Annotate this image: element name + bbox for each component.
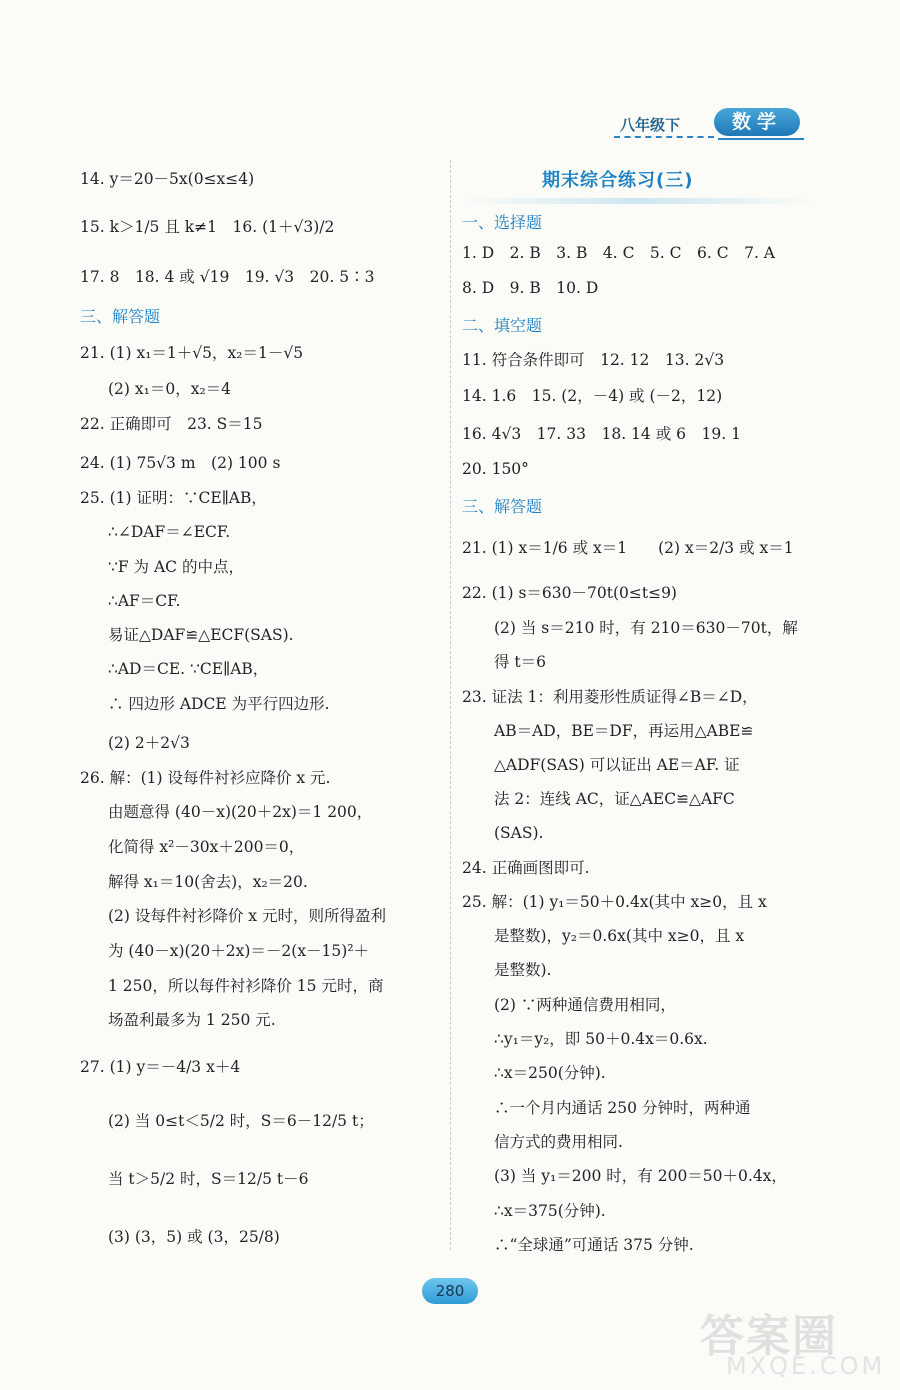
answer-line: 15. k＞1/5 且 k≠1 16. (1＋√3)/2 <box>80 218 335 236</box>
answer-line: ∴一个月内通话 250 分钟时，两种通 <box>494 1099 751 1117</box>
answer-line: 14. 1.6 15. (2，－4) 或 (－2，12) <box>462 387 723 405</box>
answer-line: (SAS). <box>494 824 544 842</box>
answer-line: ∴ 四边形 ADCE 为平行四边形. <box>108 695 330 713</box>
answer-line: ∴AD＝CE. ∵CE∥AB， <box>108 660 269 678</box>
answer-line: 24. 正确画图即可. <box>462 859 590 877</box>
answer-line: (2) 当 0≤t＜5/2 时，S＝6－12/5 t； <box>108 1112 374 1130</box>
answer-line: 信方式的费用相同. <box>494 1133 623 1151</box>
answer-line: 21. (1) x₁＝1＋√5，x₂＝1－√5 <box>80 344 304 362</box>
section-heading: 二、填空题 <box>462 316 543 335</box>
answer-line: 1 250，所以每件衬衫降价 15 元时，商 <box>108 977 384 995</box>
header-divider <box>614 136 714 138</box>
answer-line: 22. (1) s＝630－70t(0≤t≤9) <box>462 584 677 602</box>
watermark-logo: 答案圈 <box>700 1311 838 1362</box>
answer-line: ∵F 为 AC 的中点， <box>108 558 244 576</box>
answer-line: (2) 当 s＝210 时，有 210＝630－70t，解 <box>494 619 798 637</box>
answer-line: (2) ∵两种通信费用相同， <box>494 996 676 1014</box>
answer-line: ∴x＝250(分钟). <box>494 1064 606 1082</box>
page-header <box>598 108 808 138</box>
answer-line: AB＝AD，BE＝DF，再运用△ABE≌ <box>494 722 754 740</box>
watermark-url: MXQE.COM <box>726 1352 886 1380</box>
answer-line: 是整数). <box>494 961 552 979</box>
answer-line: (3) 当 y₁＝200 时，有 200＝50＋0.4x， <box>494 1167 787 1185</box>
answer-line: (3) (3，5) 或 (3，25/8) <box>108 1228 280 1246</box>
answer-line: ∴∠DAF＝∠ECF. <box>108 523 231 541</box>
section-title: 期末综合练习(三) <box>542 170 694 191</box>
page-number: 280 <box>422 1278 478 1304</box>
answer-line: 当 t＞5/2 时，S＝12/5 t－6 <box>108 1170 309 1188</box>
answer-line: 27. (1) y＝－4/3 x＋4 <box>80 1058 241 1076</box>
answer-line: (2) x₁＝0，x₂＝4 <box>108 380 232 398</box>
section-heading: 三、解答题 <box>462 497 543 516</box>
answer-line: 得 t＝6 <box>494 653 547 671</box>
answer-line: ∴“全球通”可通话 375 分钟. <box>494 1236 694 1254</box>
answer-line: (2) 设每件衬衫降价 x 元时，则所得盈利 <box>108 907 386 925</box>
answer-line: 8. D 9. B 10. D <box>462 279 599 297</box>
answer-line: 场盈利最多为 1 250 元. <box>108 1011 276 1029</box>
answer-line: 22. 正确即可 23. S＝15 <box>80 415 263 433</box>
header-underline <box>718 138 804 140</box>
answer-line: 25. 解：(1) y₁＝50＋0.4x(其中 x≥0，且 x <box>462 893 767 911</box>
answer-line: 是整数)，y₂＝0.6x(其中 x≥0，且 x <box>494 927 745 945</box>
answer-line: 法 2：连线 AC，证△AEC≌△AFC <box>494 790 735 808</box>
answer-line: ∴AF＝CF. <box>108 592 181 610</box>
answer-line: (2) 2＋2√3 <box>108 734 190 752</box>
answer-line: △ADF(SAS) 可以证出 AE＝AF. 证 <box>494 756 740 774</box>
answer-line: 16. 4√3 17. 33 18. 14 或 6 19. 1 <box>462 425 741 443</box>
answer-line: 由题意得 (40－x)(20＋2x)＝1 200， <box>108 803 373 821</box>
answer-line: 20. 150° <box>462 460 529 478</box>
answer-line: 24. (1) 75√3 m (2) 100 s <box>80 454 281 472</box>
answer-line: 易证△DAF≌△ECF(SAS). <box>108 626 294 644</box>
answer-line: 21. (1) x＝1/6 或 x＝1 (2) x＝2/3 或 x＝1 <box>462 539 794 557</box>
answer-line: 26. 解：(1) 设每件衬衫应降价 x 元. <box>80 769 331 787</box>
answer-line: 11. 符合条件即可 12. 12 13. 2√3 <box>462 351 725 369</box>
answer-line: 1. D 2. B 3. B 4. C 5. C 6. C 7. A <box>462 244 775 262</box>
answer-line: 14. y＝20－5x(0≤x≤4) <box>80 170 255 188</box>
answer-line: 17. 8 18. 4 或 √19 19. √3 20. 5∶3 <box>80 268 375 286</box>
answer-line: 为 (40－x)(20＋2x)＝－2(x－15)²＋ <box>108 942 370 960</box>
answer-line: ∴y₁＝y₂，即 50＋0.4x＝0.6x. <box>494 1030 708 1048</box>
grade-label: 八年级下 <box>620 116 681 134</box>
subject-badge: 数学 <box>714 108 800 136</box>
section-heading: 三、解答题 <box>80 307 161 326</box>
answer-line: 化简得 x²－30x＋200＝0， <box>108 838 305 856</box>
column-divider <box>450 160 451 1250</box>
section-heading: 一、选择题 <box>462 213 543 232</box>
answer-line: 解得 x₁＝10(舍去)，x₂＝20. <box>108 873 308 891</box>
answer-line: 23. 证法 1：利用菱形性质证得∠B＝∠D， <box>462 688 758 706</box>
title-bar <box>462 198 814 204</box>
answer-line: 25. (1) 证明：∵CE∥AB， <box>80 489 267 507</box>
answer-line: ∴x＝375(分钟). <box>494 1202 606 1220</box>
